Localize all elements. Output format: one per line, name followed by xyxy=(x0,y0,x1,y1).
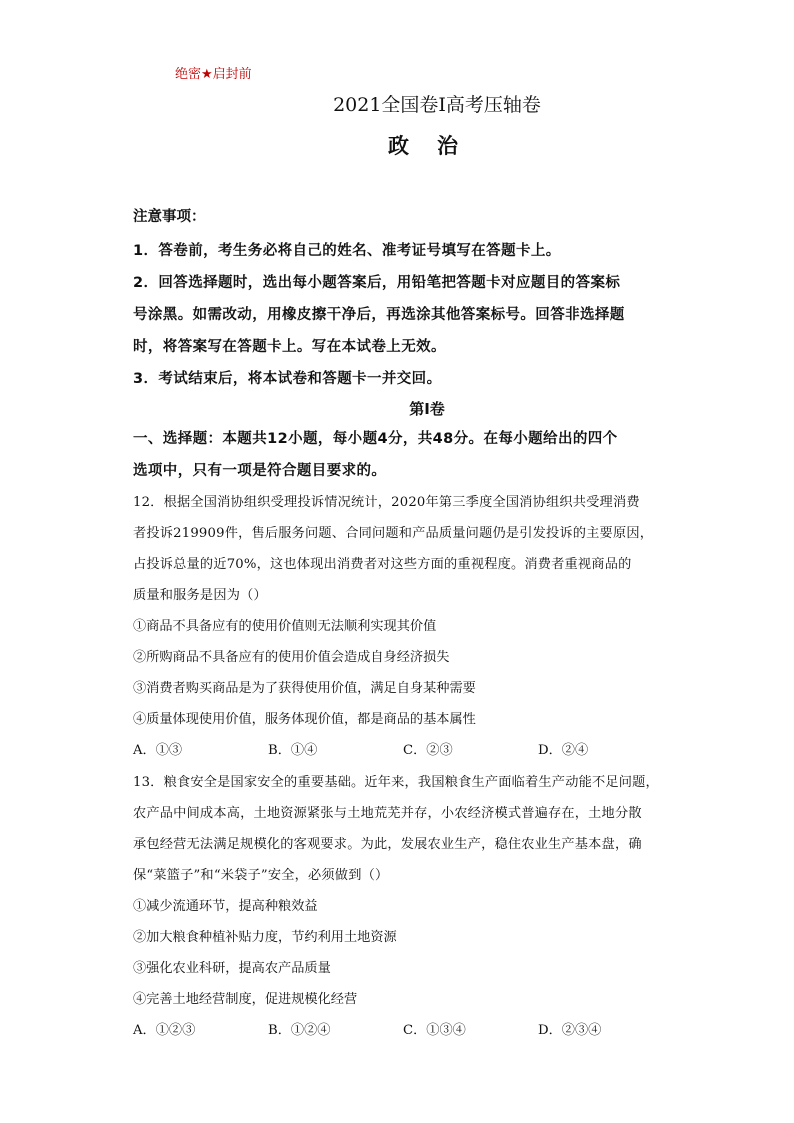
choice-b: B．①②④ xyxy=(268,1023,331,1038)
choice-a: A．①③ xyxy=(133,743,183,758)
question-option: ①商品不具备应有的使用价值则无法顺利实现其价值 xyxy=(133,619,437,634)
subject-title: 政治 xyxy=(388,134,486,158)
question-12 xyxy=(133,487,673,766)
star-icon: ★ xyxy=(201,67,213,82)
answer-choices xyxy=(133,735,673,766)
exam-title: 2021全国卷Ⅰ高考压轴卷 xyxy=(333,94,541,116)
question-stem-line: 占投诉总量的近70%，这也体现出消费者对这些方面的重视程度。消费者重视商品的 xyxy=(133,557,632,572)
choice-c: C．②③ xyxy=(403,743,453,758)
section-heading xyxy=(133,423,673,487)
answer-choices xyxy=(133,1015,673,1046)
question-stem-line: 质量和服务是因为（） xyxy=(133,588,267,603)
question-option: ①减少流通环节，提高种粮效益 xyxy=(133,899,318,914)
question-option: ③强化农业科研，提高农产品质量 xyxy=(133,961,331,976)
question-stem-line: 者投诉219909件，售后服务问题、合同问题和产品质量问题仍是引发投诉的主要原因， xyxy=(133,526,654,541)
instruction-line: 3．考试结束后，将本试卷和答题卡一并交回。 xyxy=(133,371,442,387)
choice-d: D．②③④ xyxy=(538,1023,602,1038)
instruction-line: 号涂黑。如需改动，用橡皮擦干净后，再选涂其他答案标号。回答非选择题 xyxy=(133,307,625,323)
question-option: ④完善土地经营制度，促进规模化经营 xyxy=(133,992,358,1007)
instructions xyxy=(133,205,673,395)
choice-b: B．①④ xyxy=(268,743,318,758)
question-stem-line: 承包经营无法满足规模化的客观要求。为此，发展农业生产，稳住农业生产基本盘，确 xyxy=(133,837,642,852)
instruction-line: 时，将答案写在答题卡上。写在本试卷上无效。 xyxy=(133,339,446,355)
question-stem-line: 13．粮食安全是国家安全的重要基础。近年来，我国粮食生产面临着生产动能不足问题， xyxy=(133,775,659,790)
choice-a: A．①②③ xyxy=(133,1023,196,1038)
confidential-suffix: 启封前 xyxy=(212,67,252,82)
question-option: ④质量体现使用价值，服务体现价值，都是商品的基本属性 xyxy=(133,712,476,727)
choice-d: D．②④ xyxy=(538,743,589,758)
choice-c: C．①③④ xyxy=(403,1023,466,1038)
confidential-label: 绝密 xyxy=(175,67,202,82)
question-stem-line: 12．根据全国消协组织受理投诉情况统计，2020年第三季度全国消协组织共受理消费 xyxy=(133,495,640,510)
question-13 xyxy=(133,767,673,1046)
question-option: ③消费者购买商品是为了获得使用价值，满足自身某种需要 xyxy=(133,681,476,696)
question-option: ②所购商品不具备应有的使用价值会造成自身经济损失 xyxy=(133,650,450,665)
section-line: 一、选择题：本题共12小题，每小题4分，共48分。在每小题给出的四个 xyxy=(133,431,618,447)
volume-heading: 第Ⅰ卷 xyxy=(409,400,445,418)
question-option: ②加大粮食种植补贴力度，节约利用土地资源 xyxy=(133,930,397,945)
question-stem-line: 保“菜篮子”和“米袋子”安全，必须做到（） xyxy=(133,868,389,883)
instruction-line: 1．答卷前，考生务必将自己的姓名、准考证号填写在答题卡上。 xyxy=(133,243,561,259)
instructions-heading: 注意事项： xyxy=(133,209,206,225)
instruction-line: 2．回答选择题时，选出每小题答案后，用铅笔把答题卡对应题目的答案标 xyxy=(133,275,621,291)
section-line: 选项中，只有一项是符合题目要求的。 xyxy=(133,463,387,479)
question-stem-line: 农产品中间成本高，土地资源紧张与土地荒芜并存，小农经济模式普遍存在，土地分散 xyxy=(133,806,642,821)
confidential-mark xyxy=(175,63,252,82)
